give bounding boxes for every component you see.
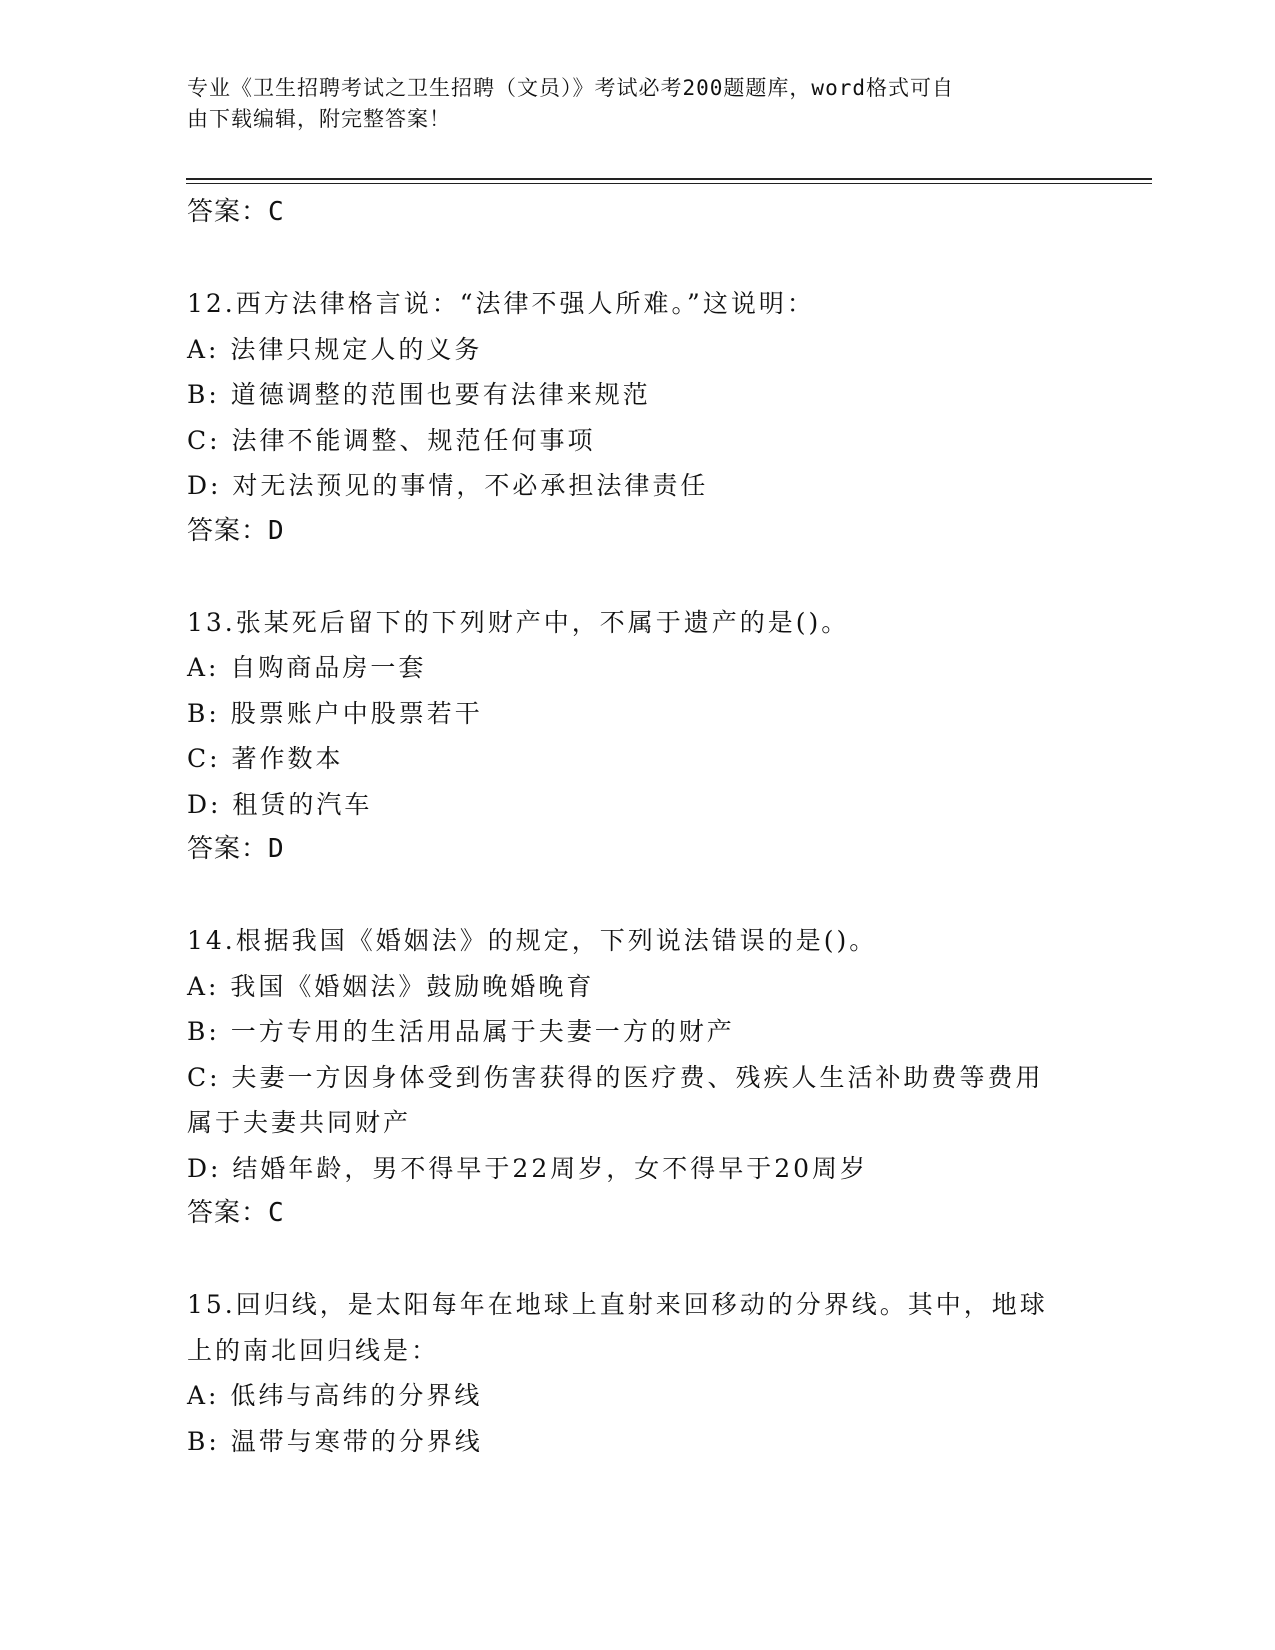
option-a: A: 我国《婚姻法》鼓励晚婚晚育 — [187, 971, 595, 1001]
option-c: C: 夫妻一方因身体受到伤害获得的医疗费、残疾人生活补助费等费用 — [187, 1062, 1044, 1092]
option-c-continued: 属于夫妻共同财产 — [187, 1108, 412, 1137]
spacer — [187, 1237, 1087, 1283]
option-b: B: 股票账户中股票若干 — [187, 698, 483, 728]
question-block — [187, 600, 1087, 873]
document-header — [187, 73, 1067, 135]
question-list — [187, 190, 1087, 1464]
question-stem: 14.根据我国《婚姻法》的规定，下列说法错误的是()。 — [187, 926, 878, 955]
option-b: B: 道德调整的范围也要有法律来规范 — [187, 380, 651, 409]
option-c: C: 著作数本 — [187, 744, 344, 773]
question-stem: 15.回归线，是太阳每年在地球上直射来回移动的分界线。其中，地球 — [187, 1290, 1048, 1319]
spacer — [187, 236, 1087, 282]
spacer — [187, 554, 1087, 600]
answer-line: 答案：C — [187, 1198, 285, 1228]
answer-line: 答案：D — [187, 515, 285, 546]
question-block — [187, 1282, 1087, 1464]
option-d: D: 租赁的汽车 — [187, 789, 373, 819]
option-a: A: 法律只规定人的义务 — [187, 334, 483, 364]
answer-line: 答案：D — [187, 834, 285, 864]
option-b: B: 一方专用的生活用品属于夫妻一方的财产 — [187, 1017, 735, 1046]
question-stem-continued: 上的南北回归线是： — [187, 1335, 440, 1365]
option-d: D: 对无法预见的事情，不必承担法律责任 — [187, 471, 709, 500]
answer-line: 答案：C — [187, 197, 285, 227]
option-a: A: 自购商品房一套 — [187, 653, 427, 682]
spacer — [187, 873, 1087, 919]
header-line-1: 专业《卫生招聘考试之卫生招聘（文员）》考试必考200题题库，word格式可自 — [187, 76, 954, 100]
option-b: B: 温带与寒带的分界线 — [187, 1426, 483, 1456]
question-stem: 13.张某死后留下的下列财产中，不属于遗产的是()。 — [187, 607, 850, 637]
question-block — [187, 281, 1087, 554]
question-block — [187, 918, 1087, 1237]
question-stem: 12.西方法律格言说：“法律不强人所难。”这说明： — [187, 289, 815, 318]
option-c: C: 法律不能调整、规范任何事项 — [187, 425, 596, 455]
header-line-2: 由下载编辑，附完整答案！ — [187, 107, 451, 131]
option-d: D: 结婚年龄，男不得早于22周岁，女不得早于20周岁 — [187, 1153, 869, 1183]
option-a: A: 低纬与高纬的分界线 — [187, 1381, 483, 1410]
header-divider — [186, 178, 1152, 184]
